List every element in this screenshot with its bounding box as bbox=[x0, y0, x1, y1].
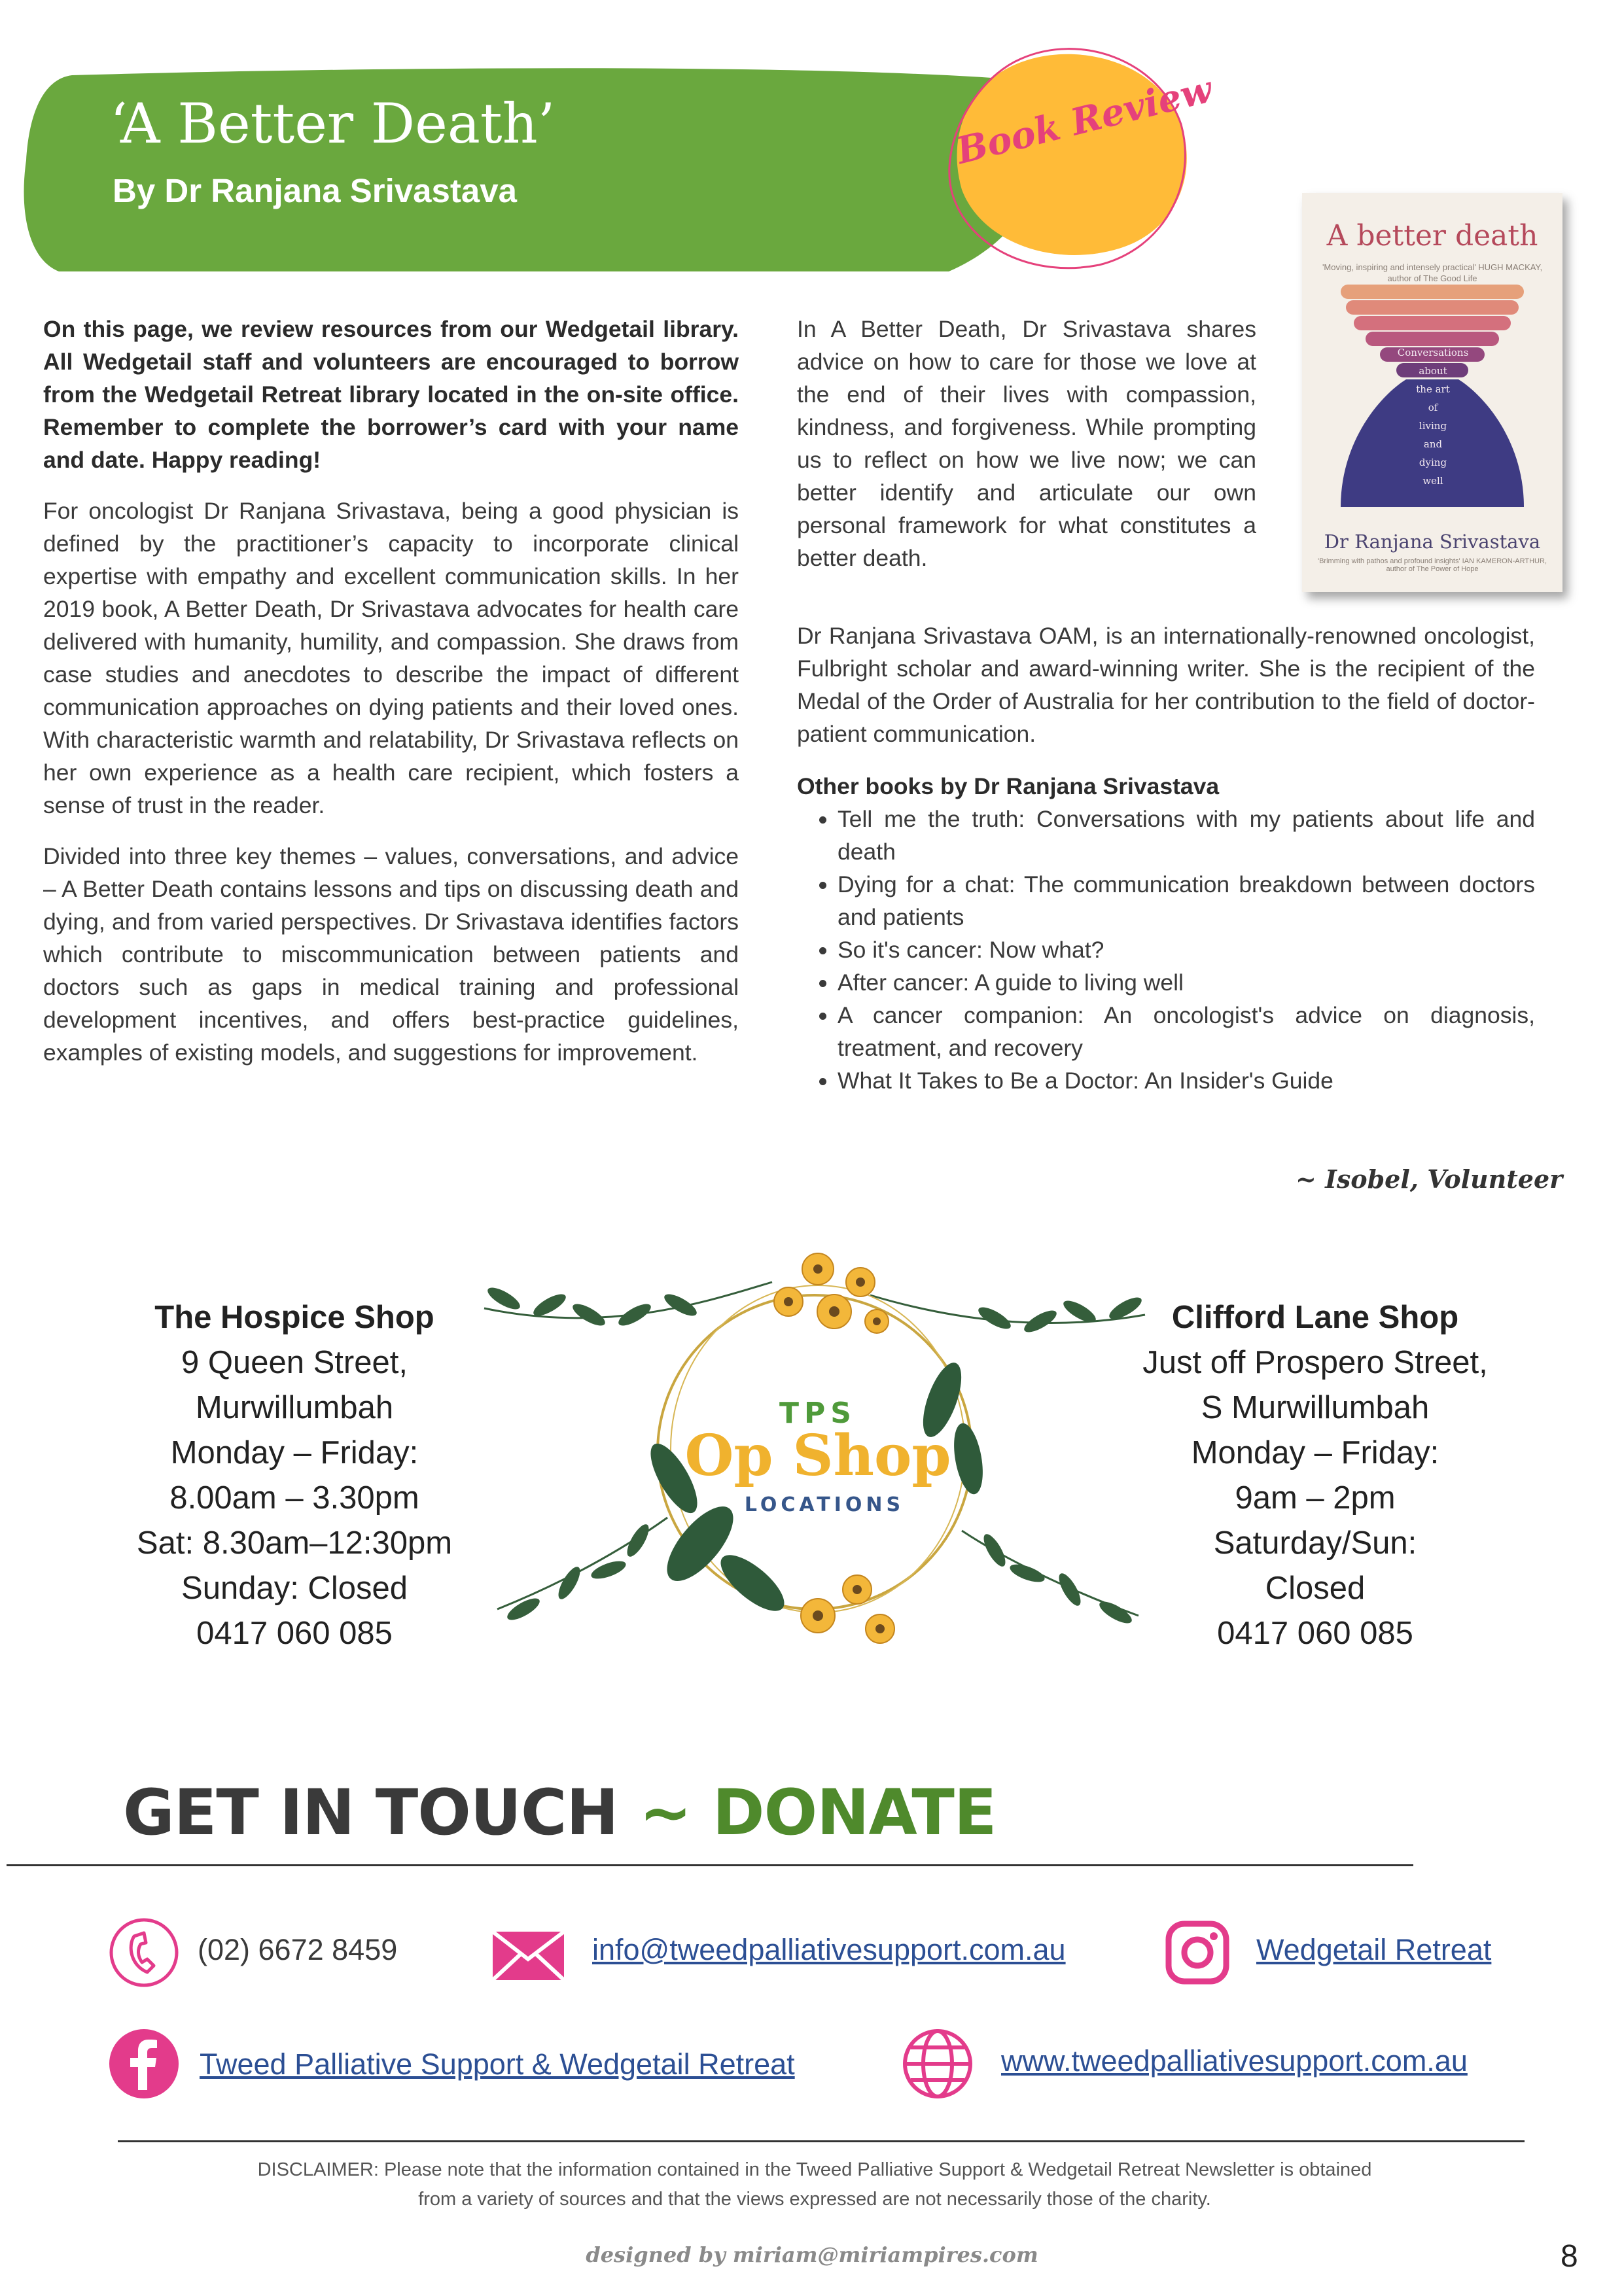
article-right-top bbox=[797, 313, 1256, 593]
body-paragraph: In A Better Death, Dr Srivastava shares advice on how to care for those we love at the end of their lives with compassion, kindness, and forgiveness. While prompting us to reflect on how we live now; we can better identify and articulate our own personal framework for what constitutes a better death. bbox=[797, 316, 1256, 571]
shop-name: The Hospice Shop bbox=[154, 1300, 434, 1335]
page-number: 8 bbox=[1561, 2239, 1578, 2274]
article-left-column bbox=[43, 313, 739, 1087]
cover-title: A better death bbox=[1326, 219, 1538, 252]
other-books-heading: Other books by Dr Ranjana Srivastava bbox=[797, 773, 1220, 799]
body-paragraph: Divided into three key themes – values, conversations, and advice – A Better Death contains lessons and tips on discussing death and dying, and from varied perspectives. Dr Srivastava identifies factors which contribute to miscommunication between patients and doctors such as gaps in medical training and professional development incentives, and offers best-practice guidelines, examples of existing models, and suggestions for improvement. bbox=[43, 843, 739, 1066]
shop-line: Monday – Friday: bbox=[170, 1435, 419, 1470]
list-item: • Dying for a chat: The communication breakdown between doctors and patients bbox=[838, 868, 1535, 933]
shop-line: Sunday: Closed bbox=[181, 1571, 408, 1606]
donate-text: DONATE bbox=[712, 1776, 997, 1849]
list-item: • After cancer: A guide to living well bbox=[838, 966, 1535, 999]
website-link[interactable]: www.tweedpalliativesupport.com.au bbox=[1001, 2044, 1468, 2078]
shop-phone: 0417 060 085 bbox=[1217, 1616, 1413, 1651]
cover-subtitle-line: and bbox=[1423, 438, 1443, 450]
article-title: ‘A Better Death’ bbox=[110, 92, 556, 156]
other-books-list bbox=[797, 803, 1535, 1097]
list-item: • Tell me the truth: Conversations with my patients about life and death bbox=[838, 803, 1535, 868]
cover-subtitle-line: well bbox=[1422, 475, 1443, 487]
designer-credit: designed by miriam@miriampires.com bbox=[586, 2242, 1038, 2267]
intro-paragraph: On this page, we review resources from our Wedgetail library. All Wedgetail staff and volunteers are encouraged to borrow from the Wedgetail Retreat library located in the on-site office. Remember to complete the borrower’s card with your name and date. Happy reading! bbox=[43, 316, 739, 473]
heading-separator: ~ bbox=[618, 1776, 713, 1849]
instagram-link[interactable]: Wedgetail Retreat bbox=[1256, 1933, 1492, 1966]
reviewer-signature: ~ Isobel, Volunteer bbox=[1296, 1164, 1563, 1194]
shop-line: S Murwillumbah bbox=[1201, 1390, 1430, 1425]
shop-line: Just off Prospero Street, bbox=[1142, 1345, 1488, 1380]
cover-footer-quote: 'Brimming with pathos and profound insights' IAN KAMERON-ARTHUR, author of The Power of Hope bbox=[1317, 557, 1547, 573]
disclaimer-line: from a variety of sources and that the views expressed are not necessarily those of the charity. bbox=[418, 2189, 1211, 2210]
facebook-icon bbox=[108, 2028, 180, 2100]
shop-line: Saturday/Sun: bbox=[1213, 1525, 1417, 1561]
instagram-icon bbox=[1165, 1920, 1230, 1985]
get-in-touch-heading bbox=[123, 1776, 996, 1849]
footer-divider bbox=[118, 2140, 1525, 2142]
disclaimer bbox=[92, 2155, 1538, 2214]
shop-line: 9 Queen Street, bbox=[181, 1345, 408, 1380]
cover-subtitle-line: living bbox=[1419, 420, 1447, 432]
hospice-shop-info bbox=[85, 1295, 504, 1656]
shop-name: Clifford Lane Shop bbox=[1171, 1300, 1459, 1335]
shop-phone: 0417 060 085 bbox=[196, 1616, 393, 1651]
author-bio: Dr Ranjana Srivastava OAM, is an internationally-renowned oncologist, Fulbright scholar and award-winning writer. She is the recipient of the Medal of the Order of Australia for her contribution to the field of doctor-patient communication. bbox=[797, 623, 1535, 747]
list-item: • A cancer companion: An oncologist's advice on diagnosis, treatment, and recovery bbox=[838, 999, 1535, 1064]
clifford-lane-shop-info bbox=[1106, 1295, 1525, 1656]
article-right-column bbox=[797, 619, 1535, 1097]
facebook-link[interactable]: Tweed Palliative Support & Wedgetail Retreat bbox=[200, 2047, 795, 2081]
op-shop-wreath-logo bbox=[478, 1243, 1152, 1648]
shop-line: 8.00am – 3.30pm bbox=[169, 1480, 419, 1516]
shop-line: Sat: 8.30am–12:30pm bbox=[136, 1525, 453, 1561]
cover-subtitle-line: Conversations bbox=[1397, 347, 1469, 358]
list-item: • So it's cancer: Now what? bbox=[838, 933, 1535, 966]
disclaimer-line: DISCLAIMER: Please note that the information contained in the Tweed Palliative Support & Wedgetail Retreat Newsletter is obtained bbox=[257, 2159, 1372, 2180]
list-item: • What It Takes to Be a Doctor: An Insider's Guide bbox=[838, 1064, 1535, 1097]
cover-subtitle-line: of bbox=[1428, 402, 1438, 413]
mail-icon bbox=[491, 1930, 566, 1982]
cover-subtitle-line: the art bbox=[1416, 383, 1450, 395]
shop-line: Monday – Friday: bbox=[1191, 1435, 1439, 1470]
cover-quote: 'Moving, inspiring and intensely practical' HUGH MACKAY, author of The Good Life bbox=[1322, 262, 1543, 283]
book-review-label: Book Review bbox=[952, 67, 1217, 173]
cover-subtitle bbox=[1368, 343, 1498, 490]
article-byline: By Dr Ranjana Srivastava bbox=[113, 172, 517, 209]
logo-op-shop: Op Shop bbox=[684, 1423, 951, 1489]
phone-number: (02) 6672 8459 bbox=[198, 1933, 398, 1966]
phone-icon bbox=[108, 1917, 180, 1989]
shop-line: Closed bbox=[1265, 1571, 1366, 1606]
shop-line: 9am – 2pm bbox=[1235, 1480, 1396, 1516]
body-paragraph: For oncologist Dr Ranjana Srivastava, being a good physician is defined by the practitioner’s capacity to incorporate clinical expertise with empathy and excellent communication skills. In her 2019 book, A Better Death, Dr Srivastava advocates for health care delivered with humanity, humility, and compassion. She draws from case studies and anecdotes to describe the impact of different communication approaches on dying patients and their loved ones. With characteristic warmth and relatability, Dr Srivastava reflects on her own experience as a health care recipient, which fosters a sense of trust in the reader. bbox=[43, 498, 739, 818]
book-cover bbox=[1302, 193, 1562, 592]
logo-tps: TPS bbox=[779, 1397, 856, 1430]
get-in-touch-text: GET IN TOUCH bbox=[123, 1776, 618, 1849]
email-link[interactable]: info@tweedpalliativesupport.com.au bbox=[592, 1933, 1066, 1966]
cover-subtitle-line: dying bbox=[1419, 457, 1447, 468]
cover-author: Dr Ranjana Srivastava bbox=[1324, 531, 1541, 553]
cover-subtitle-line: about bbox=[1419, 365, 1447, 377]
logo-locations: LOCATIONS bbox=[744, 1493, 905, 1516]
shop-line: Murwillumbah bbox=[195, 1390, 394, 1425]
divider bbox=[7, 1864, 1413, 1866]
globe-icon bbox=[902, 2028, 974, 2100]
